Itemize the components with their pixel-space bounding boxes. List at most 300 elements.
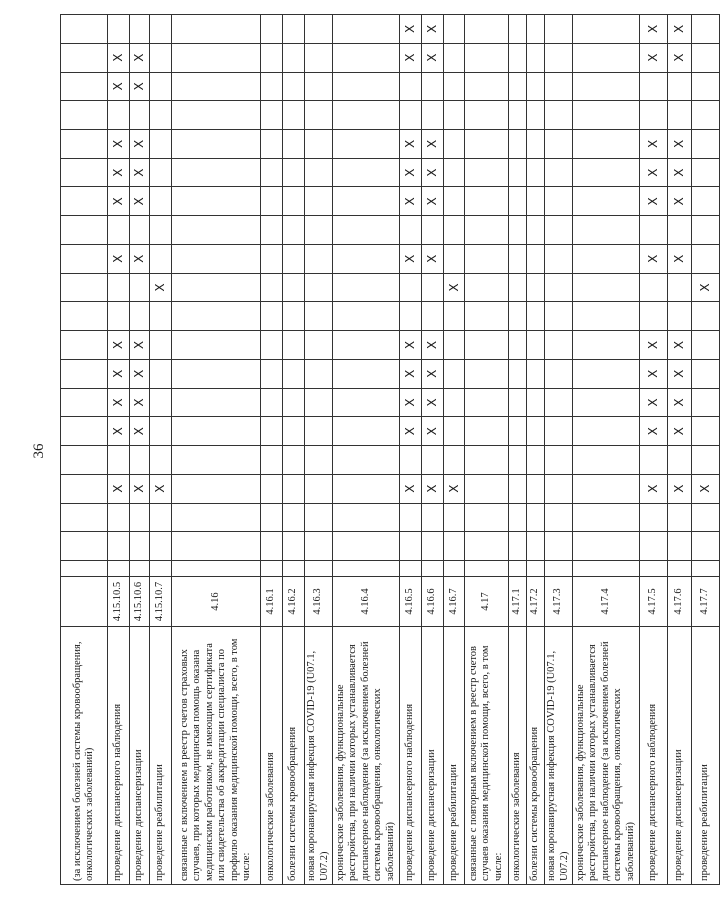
mark-cell	[61, 359, 108, 388]
row-code: 4.16.2	[283, 577, 305, 627]
cross-mark: X	[403, 168, 418, 177]
mark-cell	[150, 446, 172, 475]
mark-cell	[692, 15, 720, 44]
mark-cell	[509, 72, 527, 101]
mark-cell	[333, 101, 400, 130]
mark-cell	[261, 158, 283, 187]
page-number: 36	[31, 443, 47, 459]
mark-cell	[283, 187, 305, 216]
mark-cell	[422, 273, 444, 302]
row-blank-cell	[283, 561, 305, 577]
mark-cell	[545, 273, 573, 302]
mark-cell	[545, 72, 573, 101]
mark-cell	[150, 359, 172, 388]
mark-cell	[573, 388, 640, 417]
mark-cell	[573, 244, 640, 273]
mark-cell	[422, 532, 444, 561]
row-blank-cell	[108, 561, 130, 577]
mark-cell	[444, 417, 465, 446]
mark-cell	[305, 216, 333, 245]
cross-mark: X	[425, 427, 440, 436]
row-code: 4.15.10.7	[150, 577, 172, 627]
row-blank-cell	[692, 561, 720, 577]
mark-cell	[261, 187, 283, 216]
mark-cell	[509, 101, 527, 130]
mark-cell	[545, 388, 573, 417]
mark-cell	[172, 503, 261, 532]
mark-cell	[283, 474, 305, 503]
mark-cell	[527, 503, 545, 532]
mark-cell	[465, 101, 509, 130]
mark-cell	[692, 474, 720, 503]
mark-cell	[640, 158, 668, 187]
mark-cell	[261, 417, 283, 446]
mark-cell	[283, 15, 305, 44]
cross-mark: X	[111, 197, 126, 206]
mark-cell	[150, 216, 172, 245]
cross-mark: X	[446, 484, 461, 493]
mark-cell	[444, 216, 465, 245]
table-row	[692, 15, 720, 885]
row-blank-cell	[150, 561, 172, 577]
mark-cell	[108, 43, 130, 72]
mark-cell	[261, 101, 283, 130]
row-name: хронические заболевания, функциональные расстройства, при наличии которых устанавливается диспансерное наблюдение (за исключением болезней системы кровообращения, онкологических заболеваний)	[333, 627, 400, 885]
mark-cell	[545, 474, 573, 503]
row-blank-cell	[305, 561, 333, 577]
mark-cell	[261, 503, 283, 532]
mark-cell	[108, 446, 130, 475]
mark-cell	[668, 474, 692, 503]
mark-cell	[108, 15, 130, 44]
row-code: 4.16.1	[261, 577, 283, 627]
mark-cell	[130, 417, 150, 446]
mark-cell	[444, 446, 465, 475]
row-name: проведение реабилитации	[444, 627, 465, 885]
mark-cell	[640, 43, 668, 72]
mark-cell	[692, 388, 720, 417]
row-name: проведение диспансеризации	[422, 627, 444, 885]
row-code: 4.15.10.5	[108, 577, 130, 627]
mark-cell	[527, 388, 545, 417]
table-row	[640, 15, 668, 885]
mark-cell	[668, 187, 692, 216]
mark-cell	[692, 187, 720, 216]
mark-cell	[61, 302, 108, 331]
mark-cell	[573, 474, 640, 503]
mark-cell	[640, 331, 668, 360]
mark-cell	[422, 43, 444, 72]
row-blank-cell	[527, 561, 545, 577]
cross-mark: X	[153, 484, 168, 493]
mark-cell	[465, 187, 509, 216]
table-row	[333, 15, 400, 885]
mark-cell	[545, 417, 573, 446]
row-name: проведение реабилитации	[692, 627, 720, 885]
mark-cell	[444, 359, 465, 388]
mark-cell	[668, 158, 692, 187]
cross-mark: X	[111, 340, 126, 350]
mark-cell	[261, 129, 283, 158]
mark-cell	[444, 503, 465, 532]
mark-cell	[261, 331, 283, 360]
mark-cell	[400, 388, 422, 417]
mark-cell	[573, 359, 640, 388]
mark-cell	[333, 388, 400, 417]
mark-cell	[400, 532, 422, 561]
mark-cell	[261, 216, 283, 245]
mark-cell	[422, 359, 444, 388]
row-blank-cell	[261, 561, 283, 577]
row-name: проведение диспансерного наблюдения	[400, 627, 422, 885]
row-blank-cell	[422, 561, 444, 577]
mark-cell	[283, 101, 305, 130]
mark-cell	[509, 417, 527, 446]
row-name: (за исключением болезней системы кровообращения, онкологических заболеваний)	[61, 627, 108, 885]
mark-cell	[444, 43, 465, 72]
row-blank-cell	[509, 561, 527, 577]
cross-mark: X	[425, 484, 440, 493]
mark-cell	[172, 388, 261, 417]
mark-cell	[130, 302, 150, 331]
table-row	[465, 15, 509, 885]
mark-cell	[172, 187, 261, 216]
mark-cell	[400, 503, 422, 532]
mark-cell	[509, 43, 527, 72]
mark-cell	[333, 15, 400, 44]
mark-cell	[668, 446, 692, 475]
mark-cell	[640, 503, 668, 532]
mark-cell	[545, 446, 573, 475]
mark-cell	[333, 503, 400, 532]
mark-cell	[305, 388, 333, 417]
row-blank-cell	[444, 561, 465, 577]
mark-cell	[172, 244, 261, 273]
mark-cell	[640, 359, 668, 388]
mark-cell	[261, 72, 283, 101]
mark-cell	[333, 446, 400, 475]
row-blank-cell	[333, 561, 400, 577]
mark-cell	[150, 244, 172, 273]
mark-cell	[283, 331, 305, 360]
mark-cell	[573, 43, 640, 72]
table-row	[573, 15, 640, 885]
mark-cell	[545, 187, 573, 216]
mark-cell	[527, 359, 545, 388]
cross-mark: X	[646, 139, 661, 148]
mark-cell	[465, 43, 509, 72]
table-row	[283, 15, 305, 885]
mark-cell	[465, 446, 509, 475]
mark-cell	[509, 187, 527, 216]
cross-mark: X	[132, 254, 147, 263]
mark-cell	[283, 244, 305, 273]
mark-cell	[108, 474, 130, 503]
mark-cell	[465, 273, 509, 302]
mark-cell	[172, 359, 261, 388]
mark-cell	[573, 446, 640, 475]
cross-mark: X	[672, 254, 687, 263]
mark-cell	[333, 273, 400, 302]
table-row	[668, 15, 692, 885]
mark-cell	[573, 129, 640, 158]
cross-mark: X	[403, 197, 418, 206]
document-table	[60, 14, 720, 885]
mark-cell	[261, 474, 283, 503]
row-name: онкологические заболевания	[261, 627, 283, 885]
mark-cell	[150, 532, 172, 561]
mark-cell	[150, 129, 172, 158]
cross-mark: X	[403, 139, 418, 148]
mark-cell	[422, 446, 444, 475]
mark-cell	[130, 503, 150, 532]
mark-cell	[400, 216, 422, 245]
mark-cell	[668, 273, 692, 302]
mark-cell	[130, 273, 150, 302]
mark-cell	[283, 503, 305, 532]
cross-mark: X	[646, 24, 661, 34]
mark-cell	[261, 388, 283, 417]
mark-cell	[150, 503, 172, 532]
mark-cell	[527, 302, 545, 331]
cross-mark: X	[672, 484, 687, 493]
cross-mark: X	[646, 168, 661, 177]
mark-cell	[527, 273, 545, 302]
mark-cell	[305, 101, 333, 130]
mark-cell	[692, 72, 720, 101]
cross-mark: X	[111, 398, 126, 407]
mark-cell	[283, 273, 305, 302]
cross-mark: X	[403, 427, 418, 436]
mark-cell	[261, 359, 283, 388]
mark-cell	[108, 101, 130, 130]
mark-cell	[573, 532, 640, 561]
row-code: 4.17.3	[545, 577, 573, 627]
mark-cell	[130, 446, 150, 475]
mark-cell	[509, 302, 527, 331]
mark-cell	[305, 331, 333, 360]
mark-cell	[283, 302, 305, 331]
mark-cell	[573, 417, 640, 446]
mark-cell	[545, 503, 573, 532]
mark-cell	[545, 302, 573, 331]
mark-cell	[305, 359, 333, 388]
mark-cell	[545, 158, 573, 187]
mark-cell	[400, 446, 422, 475]
mark-cell	[130, 388, 150, 417]
mark-cell	[108, 129, 130, 158]
cross-mark: X	[425, 398, 440, 407]
mark-cell	[261, 43, 283, 72]
cross-mark: X	[111, 53, 126, 62]
mark-cell	[465, 244, 509, 273]
mark-cell	[668, 43, 692, 72]
mark-cell	[444, 187, 465, 216]
mark-cell	[527, 446, 545, 475]
mark-cell	[172, 15, 261, 44]
mark-cell	[108, 273, 130, 302]
mark-cell	[465, 388, 509, 417]
mark-cell	[61, 532, 108, 561]
mark-cell	[400, 302, 422, 331]
mark-cell	[640, 129, 668, 158]
mark-cell	[261, 302, 283, 331]
row-name: новая коронавирусная инфекция COVID-19 (U07.1, U07.2)	[545, 627, 573, 885]
row-name: проведение диспансерного наблюдения	[108, 627, 130, 885]
mark-cell	[668, 532, 692, 561]
mark-cell	[305, 43, 333, 72]
cross-mark: X	[132, 139, 147, 148]
mark-cell	[573, 72, 640, 101]
mark-cell	[130, 72, 150, 101]
mark-cell	[305, 446, 333, 475]
mark-cell	[668, 388, 692, 417]
mark-cell	[150, 417, 172, 446]
cross-mark: X	[425, 53, 440, 62]
mark-cell	[422, 101, 444, 130]
cross-mark: X	[646, 197, 661, 206]
mark-cell	[172, 417, 261, 446]
mark-cell	[400, 244, 422, 273]
mark-cell	[305, 417, 333, 446]
mark-cell	[61, 388, 108, 417]
mark-cell	[283, 216, 305, 245]
mark-cell	[150, 273, 172, 302]
mark-cell	[668, 72, 692, 101]
mark-cell	[333, 359, 400, 388]
mark-cell	[668, 216, 692, 245]
cross-mark: X	[132, 484, 147, 493]
mark-cell	[465, 302, 509, 331]
mark-cell	[261, 15, 283, 44]
mark-cell	[573, 15, 640, 44]
mark-cell	[692, 216, 720, 245]
mark-cell	[61, 43, 108, 72]
mark-cell	[444, 101, 465, 130]
mark-cell	[527, 43, 545, 72]
mark-cell	[150, 15, 172, 44]
row-blank-cell	[573, 561, 640, 577]
mark-cell	[465, 417, 509, 446]
mark-cell	[444, 474, 465, 503]
row-code: 4.16.6	[422, 577, 444, 627]
mark-cell	[422, 15, 444, 44]
mark-cell	[545, 15, 573, 44]
cross-mark: X	[153, 283, 168, 292]
cross-mark: X	[672, 53, 687, 62]
mark-cell	[283, 72, 305, 101]
mark-cell	[527, 216, 545, 245]
mark-cell	[465, 158, 509, 187]
mark-cell	[640, 187, 668, 216]
mark-cell	[640, 101, 668, 130]
cross-mark: X	[403, 53, 418, 62]
row-code: 4.16	[172, 577, 261, 627]
mark-cell	[130, 43, 150, 72]
mark-cell	[692, 244, 720, 273]
cross-mark: X	[132, 369, 147, 378]
mark-cell	[692, 446, 720, 475]
mark-cell	[108, 388, 130, 417]
mark-cell	[422, 72, 444, 101]
table-row	[261, 15, 283, 885]
cross-mark: X	[425, 168, 440, 177]
mark-cell	[333, 532, 400, 561]
mark-cell	[172, 129, 261, 158]
mark-cell	[640, 15, 668, 44]
mark-cell	[573, 158, 640, 187]
mark-cell	[422, 388, 444, 417]
mark-cell	[400, 417, 422, 446]
mark-cell	[465, 72, 509, 101]
row-code: 4.16.3	[305, 577, 333, 627]
mark-cell	[527, 158, 545, 187]
mark-cell	[61, 101, 108, 130]
mark-cell	[422, 331, 444, 360]
row-blank-cell	[545, 561, 573, 577]
mark-cell	[509, 15, 527, 44]
row-code: 4.17.2	[527, 577, 545, 627]
mark-cell	[668, 15, 692, 44]
row-code: 4.17.7	[692, 577, 720, 627]
cross-mark: X	[132, 82, 147, 91]
mark-cell	[444, 244, 465, 273]
mark-cell	[150, 101, 172, 130]
cross-mark: X	[672, 398, 687, 407]
cross-mark: X	[446, 283, 461, 292]
cross-mark: X	[425, 24, 440, 34]
row-code: 4.17.6	[668, 577, 692, 627]
mark-cell	[150, 388, 172, 417]
row-code: 4.17.4	[573, 577, 640, 627]
row-name: связанные с повторным включением в реестр счетов случаев оказания медицинской помощи, всего, в том числе:	[465, 627, 509, 885]
cross-mark: X	[425, 254, 440, 263]
table-row	[527, 15, 545, 885]
cross-mark: X	[672, 340, 687, 350]
mark-cell	[668, 129, 692, 158]
mark-cell	[668, 101, 692, 130]
mark-cell	[573, 273, 640, 302]
mark-cell	[305, 273, 333, 302]
mark-cell	[545, 101, 573, 130]
mark-cell	[545, 532, 573, 561]
table-row	[444, 15, 465, 885]
mark-cell	[61, 417, 108, 446]
cross-mark: X	[646, 53, 661, 62]
mark-cell	[108, 503, 130, 532]
mark-cell	[465, 15, 509, 44]
mark-cell	[333, 244, 400, 273]
mark-cell	[172, 158, 261, 187]
mark-cell	[172, 446, 261, 475]
row-name: болезни системы кровообращения	[527, 627, 545, 885]
table-row	[61, 15, 108, 885]
mark-cell	[400, 72, 422, 101]
mark-cell	[283, 43, 305, 72]
mark-cell	[692, 43, 720, 72]
table-row	[150, 15, 172, 885]
cross-mark: X	[425, 139, 440, 148]
cross-mark: X	[672, 139, 687, 148]
mark-cell	[527, 101, 545, 130]
table-row	[130, 15, 150, 885]
row-name: проведение диспансеризации	[668, 627, 692, 885]
row-name: болезни системы кровообращения	[283, 627, 305, 885]
mark-cell	[444, 72, 465, 101]
mark-cell	[130, 216, 150, 245]
mark-cell	[444, 158, 465, 187]
mark-cell	[640, 388, 668, 417]
